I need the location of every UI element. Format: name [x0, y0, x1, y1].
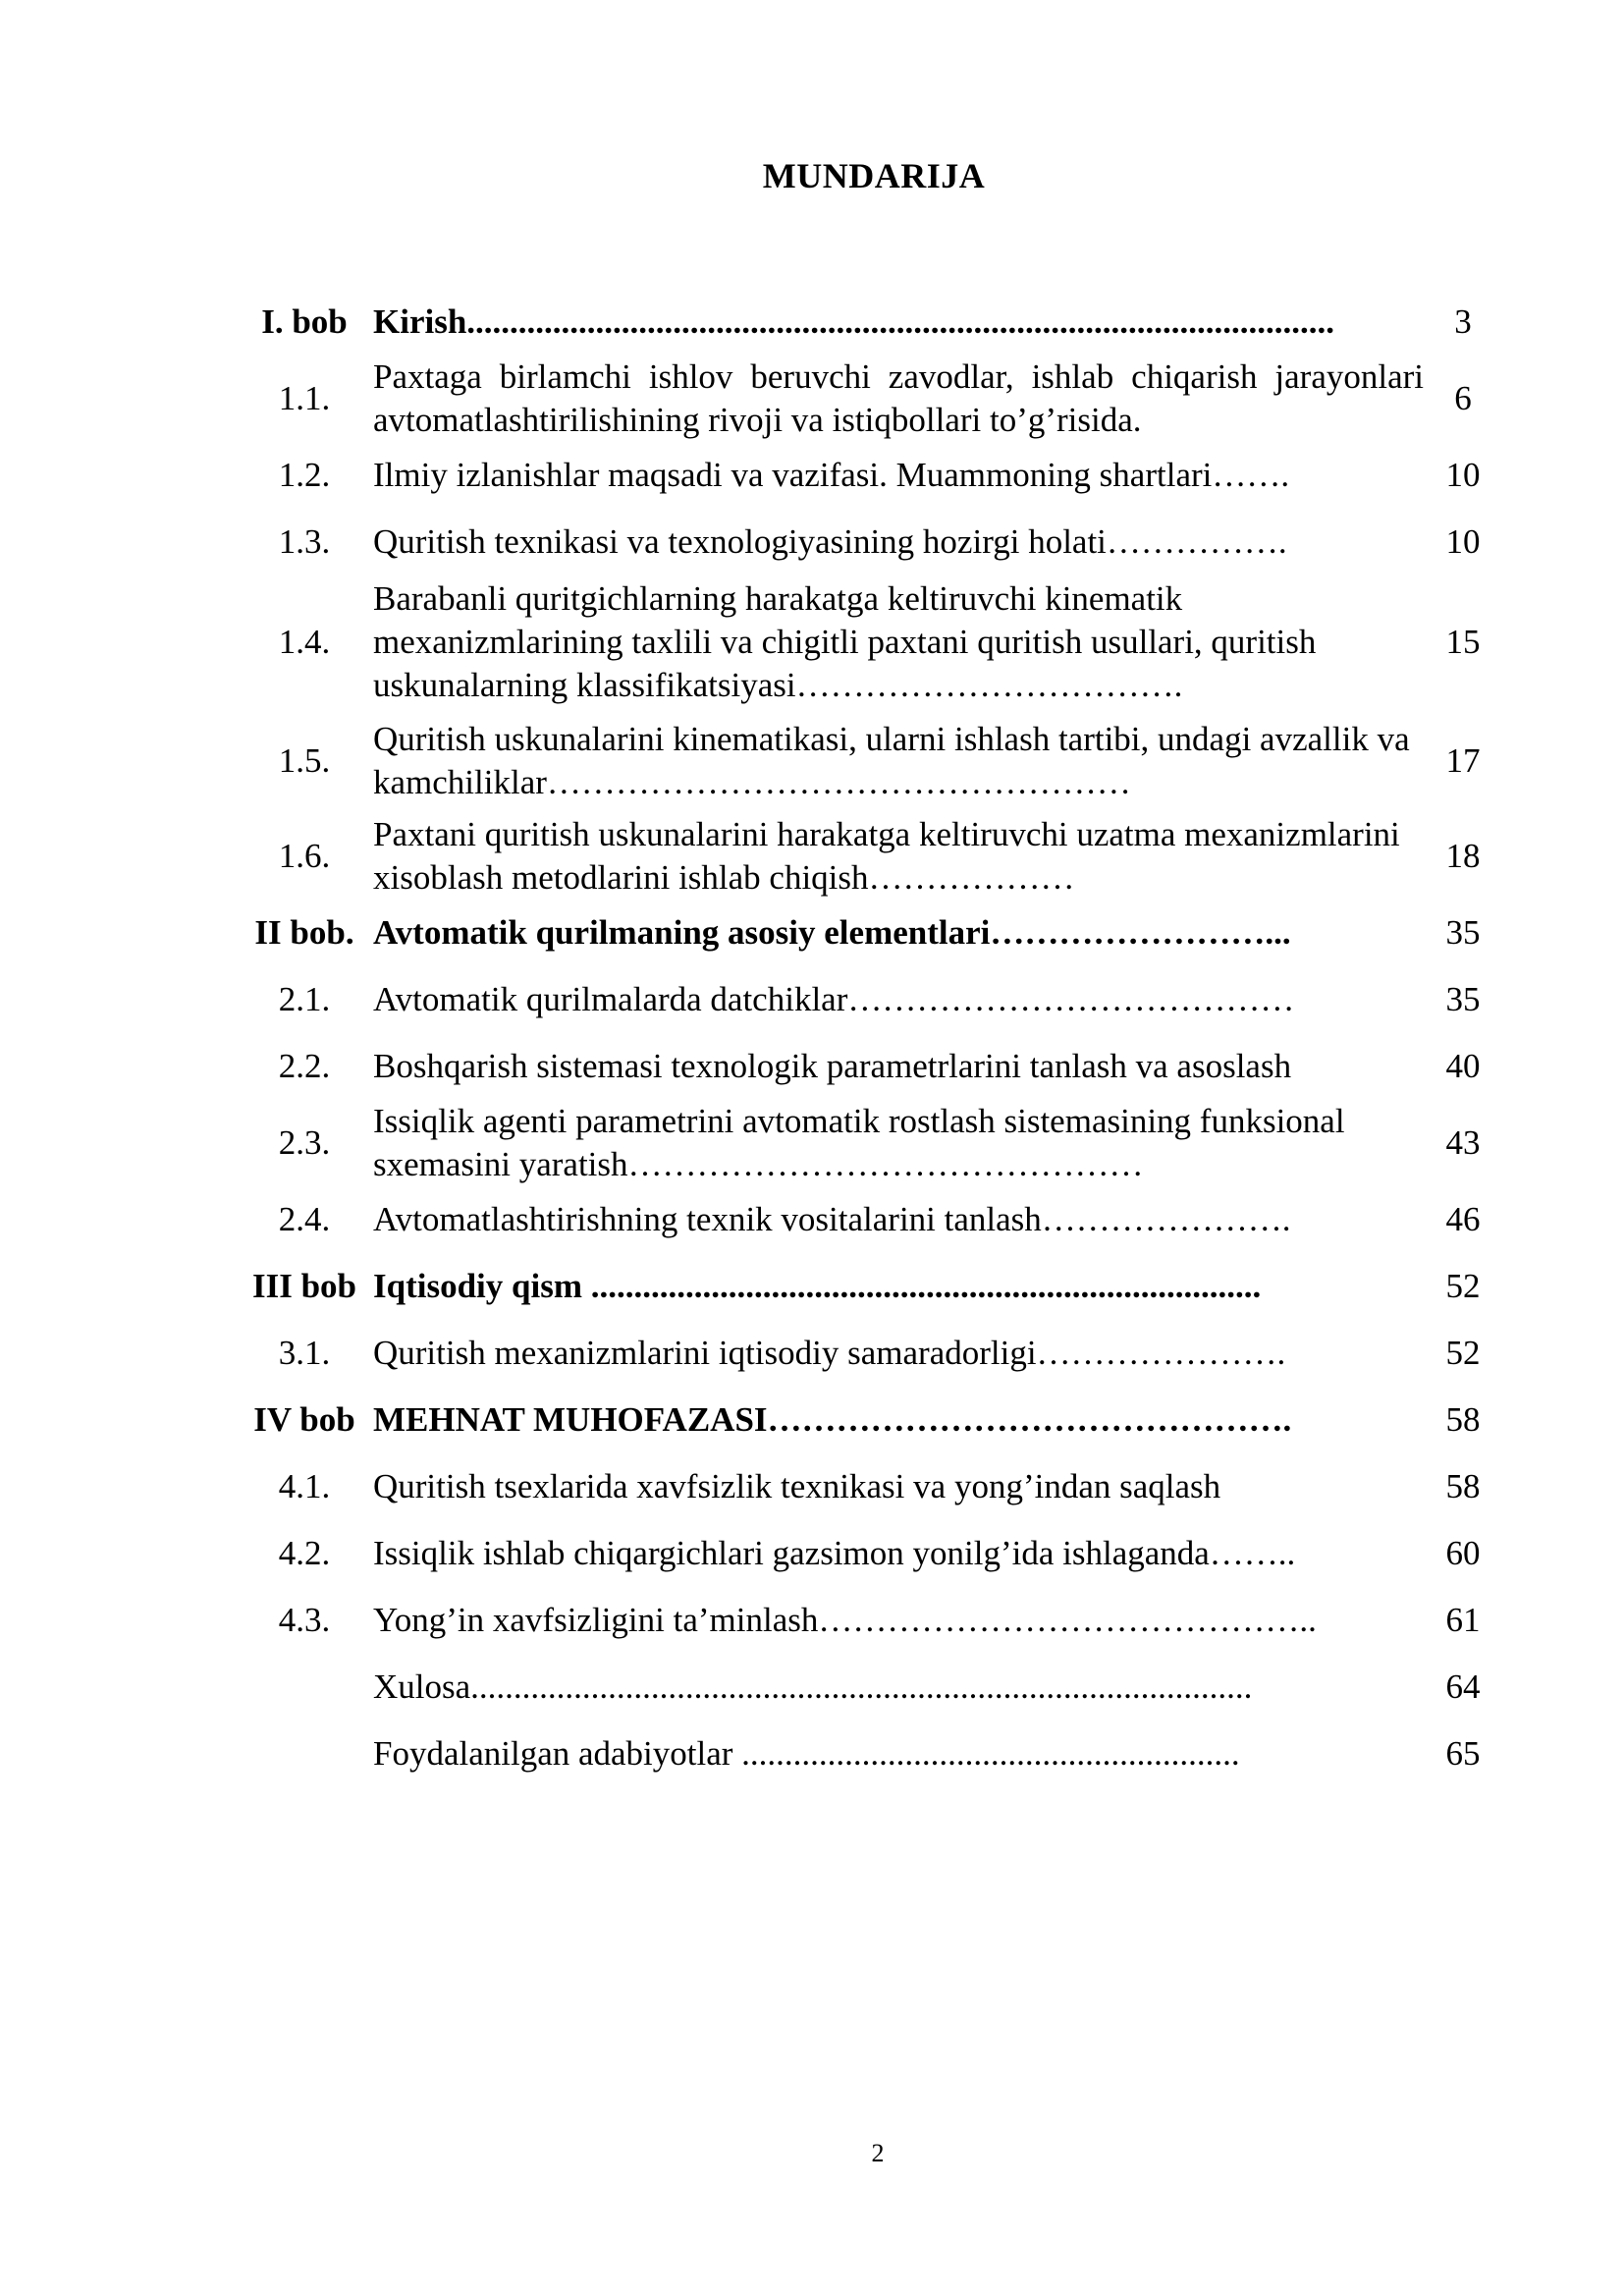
- toc-number: 2.2.: [278, 1047, 331, 1085]
- toc-page: 35: [1445, 980, 1481, 1018]
- toc-row: [236, 900, 1502, 966]
- toc-row: [236, 1721, 1502, 1787]
- toc-title: Xulosa...........................................................................................: [373, 1667, 1253, 1706]
- toc-number: [236, 1721, 373, 1787]
- toc-number: 1.6.: [278, 837, 331, 875]
- toc-number: I. bob: [261, 302, 348, 341]
- toc-page: 15: [1445, 623, 1481, 661]
- toc-row: [236, 575, 1502, 709]
- toc-page: 10: [1445, 456, 1481, 494]
- toc-row: [236, 966, 1502, 1033]
- toc-row: [236, 1186, 1502, 1253]
- toc-title: Quritish mexanizmlarini iqtisodiy samaradorligi………………….: [373, 1334, 1286, 1372]
- toc-title: Boshqarish sistemasi texnologik parametrlarini tanlash va asoslash: [373, 1047, 1292, 1085]
- toc-title: Paxtani quritish uskunalarini harakatga keltiruvchi uzatma mexanizmlarini xisoblash metodlarini ishlab chiqish………………: [373, 815, 1400, 897]
- toc-number: 1.3.: [278, 522, 331, 561]
- toc-page: 58: [1445, 1467, 1481, 1505]
- toc-number: 4.3.: [278, 1601, 331, 1639]
- toc-number: IV bob: [253, 1400, 355, 1439]
- table-of-contents: [236, 289, 1502, 1787]
- toc-number: 3.1.: [278, 1334, 331, 1372]
- toc-page: 10: [1445, 522, 1481, 561]
- toc-number: 4.1.: [278, 1467, 331, 1505]
- toc-title: Avtomatlashtirishning texnik vositalarini tanlash………………….: [373, 1200, 1291, 1238]
- toc-page: 65: [1445, 1734, 1481, 1773]
- toc-row: [236, 509, 1502, 575]
- toc-title: Yong’in xavfsizligini ta’minlash……………………………………..: [373, 1601, 1317, 1639]
- toc-title: Avtomatik qurilmalarda datchiklar…………………………………: [373, 980, 1295, 1018]
- toc-row: [236, 1033, 1502, 1100]
- toc-row: [236, 1453, 1502, 1520]
- toc-row: [236, 1253, 1502, 1320]
- toc-title: Issiqlik agenti parametrini avtomatik rostlash sistemasining funksional sxemasini yaratish………………………………………: [373, 1102, 1345, 1183]
- toc-page: 58: [1445, 1400, 1481, 1439]
- toc-title: Issiqlik ishlab chiqargichlari gazsimon yonilg’ida ishlaganda……..: [373, 1534, 1296, 1572]
- toc-page: 60: [1445, 1534, 1481, 1572]
- toc-number: III bob: [251, 1267, 357, 1305]
- toc-row: [236, 709, 1502, 813]
- toc-page: 43: [1445, 1123, 1481, 1162]
- toc-title: Ilmiy izlanishlar maqsadi va vazifasi. Muammoning shartlari…….: [373, 456, 1290, 494]
- toc-number: 2.4.: [278, 1200, 331, 1238]
- toc-row: [236, 1320, 1502, 1387]
- toc-page: 35: [1445, 913, 1481, 952]
- toc-row: [236, 813, 1502, 900]
- toc-row: [236, 1654, 1502, 1721]
- page-title: MUNDARIJA: [762, 156, 986, 195]
- toc-page: 46: [1445, 1200, 1481, 1238]
- toc-page: 52: [1445, 1334, 1481, 1372]
- toc-page: 18: [1445, 837, 1481, 875]
- toc-number: [236, 1654, 373, 1721]
- toc-number: II bob.: [254, 913, 354, 952]
- toc-page: 17: [1445, 741, 1481, 780]
- toc-title: Kirish.....................................................................................................: [373, 302, 1335, 341]
- toc-number: 1.4.: [278, 623, 331, 661]
- toc-page: 6: [1454, 379, 1472, 417]
- toc-number: 4.2.: [278, 1534, 331, 1572]
- toc-number: 1.2.: [278, 456, 331, 494]
- toc-title: Avtomatik qurilmaning asosiy elementlari……………………...: [373, 913, 1291, 952]
- toc-row: [236, 1520, 1502, 1587]
- toc-row: [236, 1587, 1502, 1654]
- toc-number: 1.5.: [278, 741, 331, 780]
- toc-number: 2.1.: [278, 980, 331, 1018]
- toc-row: [236, 289, 1502, 355]
- toc-row: [236, 355, 1502, 442]
- toc-page: 40: [1445, 1047, 1481, 1085]
- toc-title: MEHNAT MUHOFAZASI……………………………………….: [373, 1400, 1292, 1439]
- toc-title: Quritish tsexlarida xavfsizlik texnikasi va yong’indan saqlash: [373, 1467, 1221, 1505]
- toc-row: [236, 1387, 1502, 1453]
- toc-page: 3: [1454, 302, 1472, 341]
- toc-page: 64: [1445, 1667, 1481, 1706]
- toc-title: Foydalanilgan adabiyotlar ..........................................................: [373, 1734, 1240, 1773]
- toc-title: Barabanli quritgichlarning harakatga keltiruvchi kinematik mexanizmlarining taxlili va chigitli paxtani quritish usullari, quritish uskunalarning klassifikatsiyasi…………………………….: [373, 579, 1317, 704]
- toc-title: Quritish uskunalarini kinematikasi, ularni ishlash tartibi, undagi avzallik va kamchiliklar……………………………………………: [373, 720, 1410, 801]
- toc-page: 52: [1445, 1267, 1481, 1305]
- toc-number: 1.1.: [278, 379, 331, 417]
- toc-row: [236, 442, 1502, 509]
- toc-row: [236, 1100, 1502, 1186]
- toc-title: Iqtisodiy qism ..............................................................................: [373, 1267, 1262, 1305]
- toc-title: Paxtaga birlamchi ishlov beruvchi zavodlar, ishlab chiqarish jarayonlari avtomatlashtirilishining rivoji va istiqbollari to’g’risida.: [373, 357, 1424, 439]
- toc-page: 61: [1445, 1601, 1481, 1639]
- page-number: 2: [871, 2139, 885, 2167]
- toc-title: Quritish texnikasi va texnologiyasining hozirgi holati…………….: [373, 522, 1287, 561]
- toc-number: 2.3.: [278, 1123, 331, 1162]
